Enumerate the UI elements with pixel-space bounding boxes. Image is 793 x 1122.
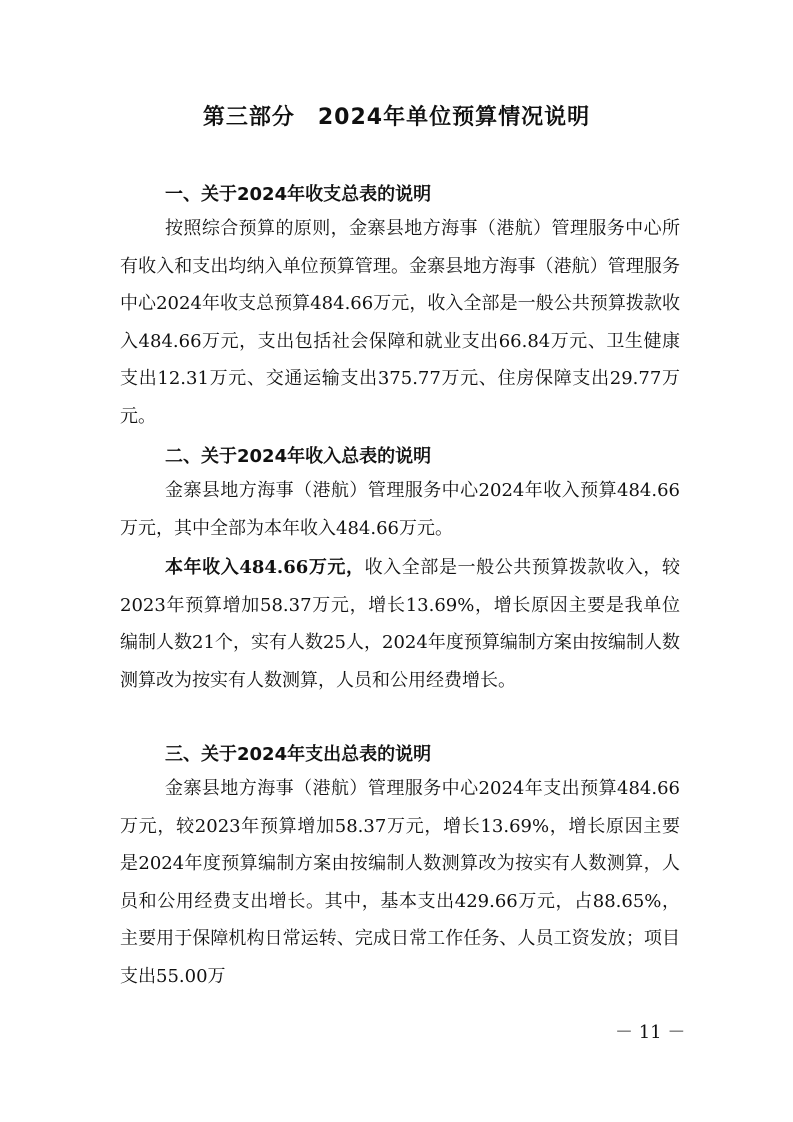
section-heading-1: 一、关于2024年收支总表的说明 bbox=[165, 184, 432, 205]
section-2-paragraph-2 bbox=[120, 549, 680, 699]
lead-rest-text: 收入全部是一般公共预算拨款收入，较2023年预算增加58.37万元，增长13.69%，增长原因主要是我单位编制人数21个，实有人数25人，2024年度预算编制方案由按编制人数测算改为按实有人数测算，人员和公用经费增长。 bbox=[120, 557, 680, 691]
section-heading-2: 二、关于2024年收入总表的说明 bbox=[165, 446, 432, 467]
page-number: － 11 － bbox=[615, 1022, 686, 1043]
page-title: 第三部分 2024年单位预算情况说明 bbox=[202, 105, 591, 130]
bold-lead-text: 本年收入484.66万元， bbox=[165, 557, 365, 578]
section-3-paragraph: 金寨县地方海事（港航）管理服务中心2024年支出预算484.66万元，较2023年预算增加58.37万元，增长13.69%，增长原因主要是2024年度预算编制方案由按编制人数测算改为按实有人数测算，人员和公用经费支出增长。其中，基本支出429.66万元，占88.65%，主要用于保障机构日常运转、完成日常工作任务、人员工资发放；项目支出55.00万 bbox=[120, 778, 680, 987]
section-2-paragraph-1: 金寨县地方海事（港航）管理服务中心2024年收入预算484.66万元，其中全部为本年收入484.66万元。 bbox=[120, 480, 680, 539]
section-heading-3: 三、关于2024年支出总表的说明 bbox=[165, 744, 432, 765]
section-1-paragraph: 按照综合预算的原则，金寨县地方海事（港航）管理服务中心所有收入和支出均纳入单位预算管理。金寨县地方海事（港航）管理服务中心2024年收支总预算484.66万元，收入全部是一般公共预算拨款收入484.66万元，支出包括社会保障和就业支出66.84万元、卫生健康支出12.31万元、交通运输支出375.77万元、住房保障支出29.77万元。 bbox=[120, 218, 680, 427]
